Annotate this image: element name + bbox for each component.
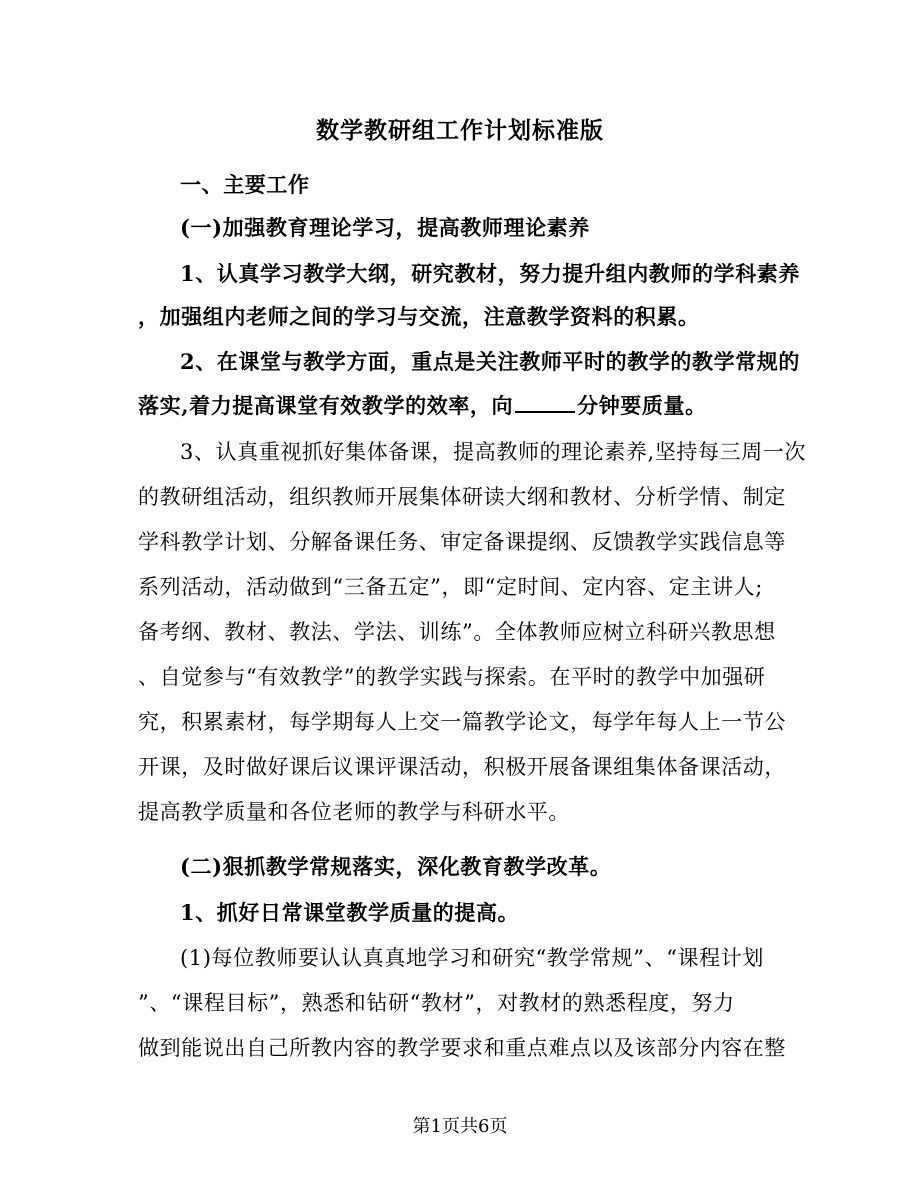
fill-in-blank <box>515 391 575 413</box>
paragraph-line: 系列活动，活动做到“三备五定”，即“定时间、定内容、定主讲人; <box>138 575 763 599</box>
paragraph-line: 开课，及时做好课后议课评课活动，积极开展备课组集体备课活动， <box>138 755 786 779</box>
paragraph-line: ”、“课程目标”，熟悉和钻研“教材”，对教材的熟悉程度，努力 <box>138 991 735 1015</box>
paragraph-line: 2、在课堂与教学方面，重点是关注教师平时的教学的教学常规的 <box>180 349 801 374</box>
paragraph-line: (1)每位教师要认认真真地学习和研究“教学常规”、“课程计划 <box>180 946 764 970</box>
paragraph-line: 备考纲、教材、教法、学法、训练”。全体教师应树立科研兴教思想 <box>138 620 776 644</box>
subsection-heading: (一)加强教育理论学习，提高教师理论素养 <box>180 215 590 240</box>
paragraph-fragment: 分钟要质量。 <box>577 393 707 418</box>
paragraph-line: 3、认真重视抓好集体备课，提高教师的理论素养,坚持每三周一次 <box>180 440 807 464</box>
paragraph-line: 1、抓好日常课堂教学质量的提高。 <box>180 900 520 925</box>
paragraph-line: ，加强组内老师之间的学习与交流，注意教学资料的积累。 <box>138 304 700 329</box>
paragraph-line: 1、认真学习教学大纲，研究教材，努力提升组内教师的学科素养 <box>180 261 801 286</box>
paragraph-line: 究，积累素材，每学期每人上交一篇教学论文，每学年每人上一节公 <box>138 710 786 734</box>
paragraph-fragment: 落实,着力提高课堂有效教学的效率，向 <box>138 393 514 418</box>
page-number: 第1页共6页 <box>412 1116 508 1137</box>
subsection-heading: (二)狠抓教学常规落实，深化教育教学改革。 <box>180 854 612 879</box>
paragraph-line <box>138 391 788 421</box>
paragraph-line: 的教研组活动，组织教师开展集体研读大纲和教材、分析学情、制定 <box>138 485 786 509</box>
document-title: 数学教研组工作计划标准版 <box>316 117 604 144</box>
paragraph-line: 学科教学计划、分解备课任务、审定备课提纲、反馈教学实践信息等 <box>138 530 786 554</box>
paragraph-line: 提高教学质量和各位老师的教学与科研水平。 <box>138 800 570 824</box>
paragraph-line: 、自觉参与“有效教学”的教学实践与探索。在平时的教学中加强研 <box>138 665 766 689</box>
section-heading: 一、主要工作 <box>180 172 310 197</box>
paragraph-line: 做到能说出自己所教内容的教学要求和重点难点以及该部分内容在整 <box>138 1036 786 1060</box>
